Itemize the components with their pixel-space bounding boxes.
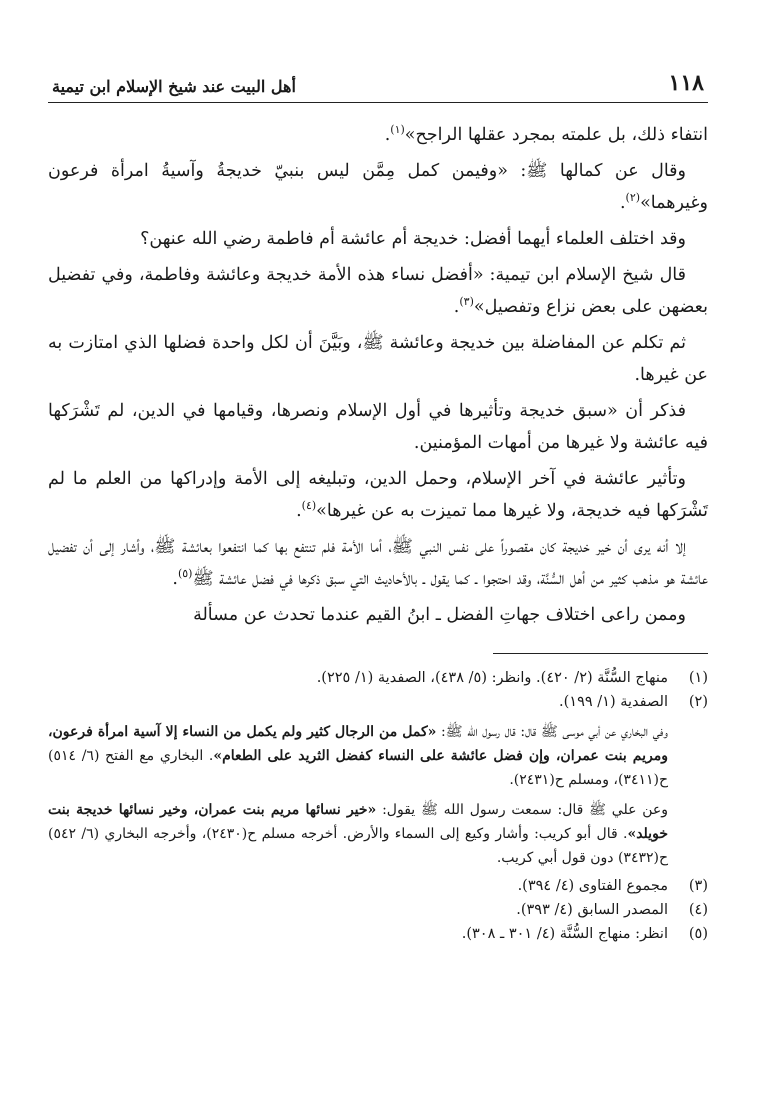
paragraph: قال شيخ الإسلام ابن تيمية: «أفضل نساء هذه الأمة خديجة وعائشة وفاطمة، وفي تفضيل بعضهن على بعض نزاع وتفصيل»$^{(٣)}$.	[48, 265, 708, 317]
book-page	[48, 70, 708, 946]
body-text	[48, 119, 708, 631]
paragraph: انتفاء ذلك، بل علمته بمجرد عقلها الراجح»$^{(١)}$.	[384, 123, 708, 145]
footnote: (٤)المصدر السابق (٤/ ٣٩٣).	[516, 902, 708, 918]
footnote-continuation: وفي البخاري عن أبي موسى ﷺ قال: قال رسول الله ﷺ: «كمل من الرجال كثير ولم يكمل من النساء إلا آسية امرأة فرعون، ومريم بنت عمران، وإن فضل عائشة على النساء كفضل الثريد على الطعام». البخاري مع الفتح (٦/ ٥١٤) ح(٣٤١١)، ومسلم ح(٢٤٣١).	[48, 724, 668, 788]
footnote: (١)منهاج السُّنَّة (٢/ ٤٢٠). وانظر: (٥/ ٤٣٨)، الصفدية (١/ ٢٢٥).	[316, 670, 708, 686]
paragraph: وقد اختلف العلماء أيهما أفضل: خديجة أم عائشة أم فاطمة رضي الله عنهن؟	[140, 229, 686, 249]
header-rule	[48, 102, 708, 103]
footnote: (٣)مجموع الفتاوى (٤/ ٣٩٤).	[517, 878, 708, 894]
paragraph: ثم تكلم عن المفاضلة بين خديجة وعائشة ﷺ، وبَيَّنَ أن لكل واحدة فضلها الذي امتازت به عن غيرها.	[48, 333, 708, 385]
paragraph: وتأثير عائشة في آخر الإسلام، وحمل الدين، وتبليغه إلى الأمة وإدراكها من العلم ما لم تَشْرَكها فيه خديجة، ولا غيرها مما تميزت به عن غيرها»$^{(٤)}$.	[48, 469, 708, 521]
paragraph: إلا أنه يرى أن خير خديجة كان مقصوراً على نفس النبي ﷺ، أما الأمة فلم تنتفع بها كما انتفعوا بعائشة ﷺ، وأشار إلى أن تفضيل عائشة هو مذهب كثير من أهل السُّنَّة، وقد احتجوا ـ كما يقول ـ بالأحاديث التي سبق ذكرها في فضل عائشة ﷺ$^{(٥)}$.	[48, 537, 708, 589]
footnote-continuation: وعن علي ﷺ قال: سمعت رسول الله ﷺ يقول: «خير نسائها مريم بنت عمران، وخير نسائها خديجة بنت خويلد». قال أبو كريب: وأشار وكيع إلى السماء والأرض. أخرجه مسلم ح(٢٤٣٠)، وأخرجه البخاري (٦/ ٥٤٢) ح(٣٤٣٢) دون قول أبي كريب.	[48, 802, 668, 866]
footnote-rule	[493, 653, 708, 654]
running-title: أهل البيت عند شيخ الإسلام ابن تيمية	[52, 77, 296, 96]
footnotes	[48, 666, 708, 946]
paragraph: وقال عن كمالها ﷺ: «وفيمن كمل مِمَّن ليس بنبيّ خديجةُ وآسيةُ امرأة فرعون وغيرهما»$^{(٢)}$.	[48, 161, 708, 213]
footnote: (٥)انظر: منهاج السُّنَّة (٤/ ٣٠١ ـ ٣٠٨).	[461, 926, 708, 942]
page-number: ١١٨	[668, 70, 704, 96]
paragraph: فذكر أن «سبق خديجة وتأثيرها في أول الإسلام ونصرها، وقيامها في الدين، لم تَشْرَكها فيه عائشة ولا غيرها من أمهات المؤمنين.	[48, 401, 708, 453]
footnote: (٢)الصفدية (١/ ١٩٩).	[559, 694, 708, 710]
paragraph: وممن راعى اختلاف جهاتِ الفضل ـ ابنُ القيم عندما تحدث عن مسألة	[193, 605, 686, 625]
page-header	[48, 70, 708, 102]
